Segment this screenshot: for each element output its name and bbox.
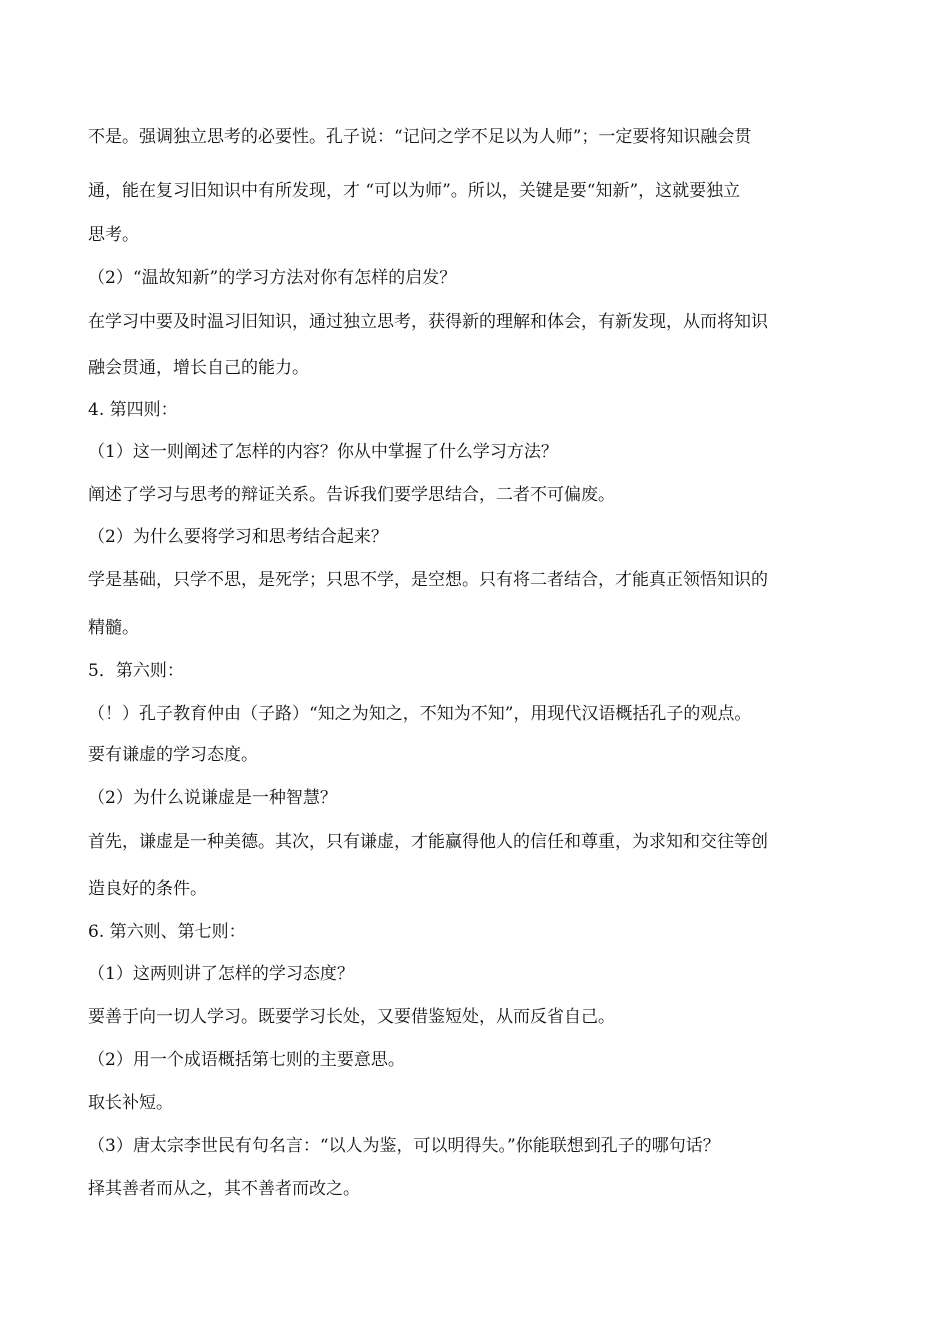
answer-line: 学是基础，只学不思，是死学；只思不学，是空想。只有将二者结合，才能真正领悟知识的 bbox=[88, 570, 768, 590]
question-line: （1）这两则讲了怎样的学习态度？ bbox=[88, 964, 354, 984]
paragraph-line: 不是。强调独立思考的必要性。孔子说：“记问之学不足以为人师”；一定要将知识融会贯 bbox=[88, 127, 752, 147]
answer-line: 精髓。 bbox=[88, 618, 139, 638]
answer-line: 融会贯通，增长自己的能力。 bbox=[88, 358, 309, 378]
question-line: （2）“温故知新”的学习方法对你有怎样的启发？ bbox=[88, 268, 457, 288]
question-line: （2）为什么说谦虚是一种智慧？ bbox=[88, 788, 337, 808]
section-heading: 4. 第四则： bbox=[88, 400, 178, 420]
answer-line: 要有谦虚的学习态度。 bbox=[88, 745, 258, 765]
question-line: （3）唐太宗李世民有句名言：“以人为鉴，可以明得失。”你能联想到孔子的哪句话？ bbox=[88, 1136, 720, 1156]
answer-line: 要善于向一切人学习。既要学习长处，又要借鉴短处，从而反省自己。 bbox=[88, 1007, 615, 1027]
paragraph-line: 通，能在复习旧知识中有所发现，才 “可以为师”。所以，关键是要“知新”，这就要独立 bbox=[88, 181, 741, 201]
answer-line: 择其善者而从之，其不善者而改之。 bbox=[88, 1179, 360, 1199]
question-line: （1）这一则阐述了怎样的内容？你从中掌握了什么学习方法？ bbox=[88, 442, 558, 462]
question-line: （2）用一个成语概括第七则的主要意思。 bbox=[88, 1050, 405, 1070]
answer-line: 首先，谦虚是一种美德。其次，只有谦虚，才能赢得他人的信任和尊重，为求知和交往等创 bbox=[88, 832, 768, 852]
section-heading: 6. 第六则、第七则： bbox=[88, 922, 246, 942]
paragraph-line: 思考。 bbox=[88, 225, 139, 245]
section-heading: 5．第六则： bbox=[88, 661, 184, 681]
answer-line: 阐述了学习与思考的辩证关系。告诉我们要学思结合，二者不可偏废。 bbox=[88, 485, 615, 505]
answer-line: 在学习中要及时温习旧知识，通过独立思考，获得新的理解和体会，有新发现，从而将知识 bbox=[88, 312, 768, 332]
question-line: （2）为什么要将学习和思考结合起来？ bbox=[88, 527, 388, 547]
answer-line: 造良好的条件。 bbox=[88, 879, 207, 899]
answer-line: 取长补短。 bbox=[88, 1093, 173, 1113]
question-line: （！）孔子教育仲由（子路）“知之为知之，不知为不知”，用现代汉语概括孔子的观点。 bbox=[88, 704, 752, 724]
